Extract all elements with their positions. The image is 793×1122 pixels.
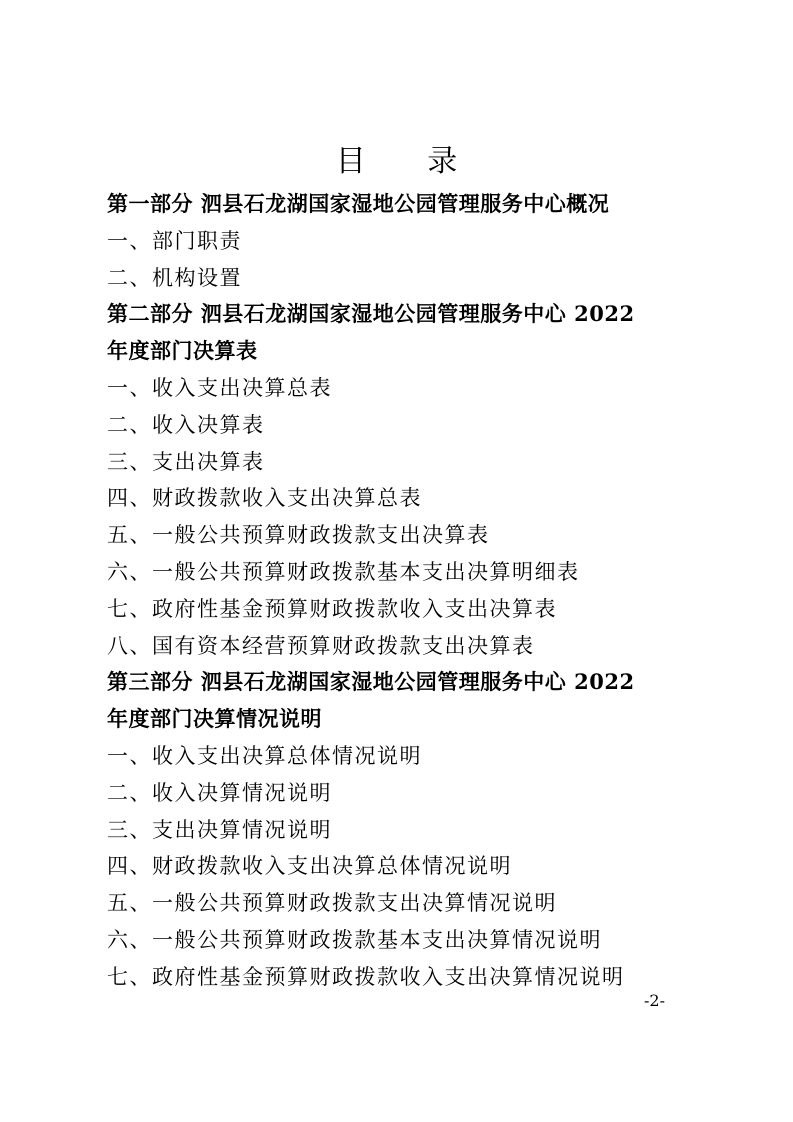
toc-part-2-heading: 第二部分 泗县石龙湖国家湿地公园管理服务中心 2022 <box>107 301 635 327</box>
toc-item: 二、机构设置 <box>107 265 242 290</box>
toc-item: 六、一般公共预算财政拨款基本支出决算明细表 <box>107 559 580 584</box>
table-of-contents <box>107 186 707 996</box>
toc-item: 六、一般公共预算财政拨款基本支出决算情况说明 <box>107 927 602 952</box>
toc-part-3-heading-cont: 年度部门决算情况说明 <box>107 706 322 732</box>
page-number: -2- <box>644 991 665 1010</box>
toc-item: 三、支出决算情况说明 <box>107 817 332 842</box>
toc-item: 七、政府性基金预算财政拨款收入支出决算表 <box>107 596 557 621</box>
toc-item: 五、一般公共预算财政拨款支出决算表 <box>107 523 490 548</box>
toc-item: 二、收入决算表 <box>107 412 265 437</box>
toc-item: 二、收入决算情况说明 <box>107 780 332 805</box>
toc-item: 一、部门职责 <box>107 228 242 253</box>
toc-item: 四、财政拨款收入支出决算总表 <box>107 486 422 511</box>
toc-item: 一、收入支出决算总体情况说明 <box>107 743 422 768</box>
toc-part-1-heading: 第一部分 泗县石龙湖国家湿地公园管理服务中心概况 <box>107 191 610 216</box>
toc-item: 八、国有资本经营预算财政拨款支出决算表 <box>107 633 535 658</box>
toc-item: 一、收入支出决算总表 <box>107 375 332 400</box>
toc-item: 三、支出决算表 <box>107 449 265 474</box>
toc-item: 七、政府性基金预算财政拨款收入支出决算情况说明 <box>107 964 625 989</box>
toc-item: 四、财政拨款收入支出决算总体情况说明 <box>107 854 512 879</box>
toc-part-2-heading-cont: 年度部门决算表 <box>107 338 258 364</box>
toc-part-3-heading: 第三部分 泗县石龙湖国家湿地公园管理服务中心 2022 <box>107 669 635 695</box>
page-title: 目 录 <box>335 144 484 179</box>
toc-item: 五、一般公共预算财政拨款支出决算情况说明 <box>107 891 557 916</box>
